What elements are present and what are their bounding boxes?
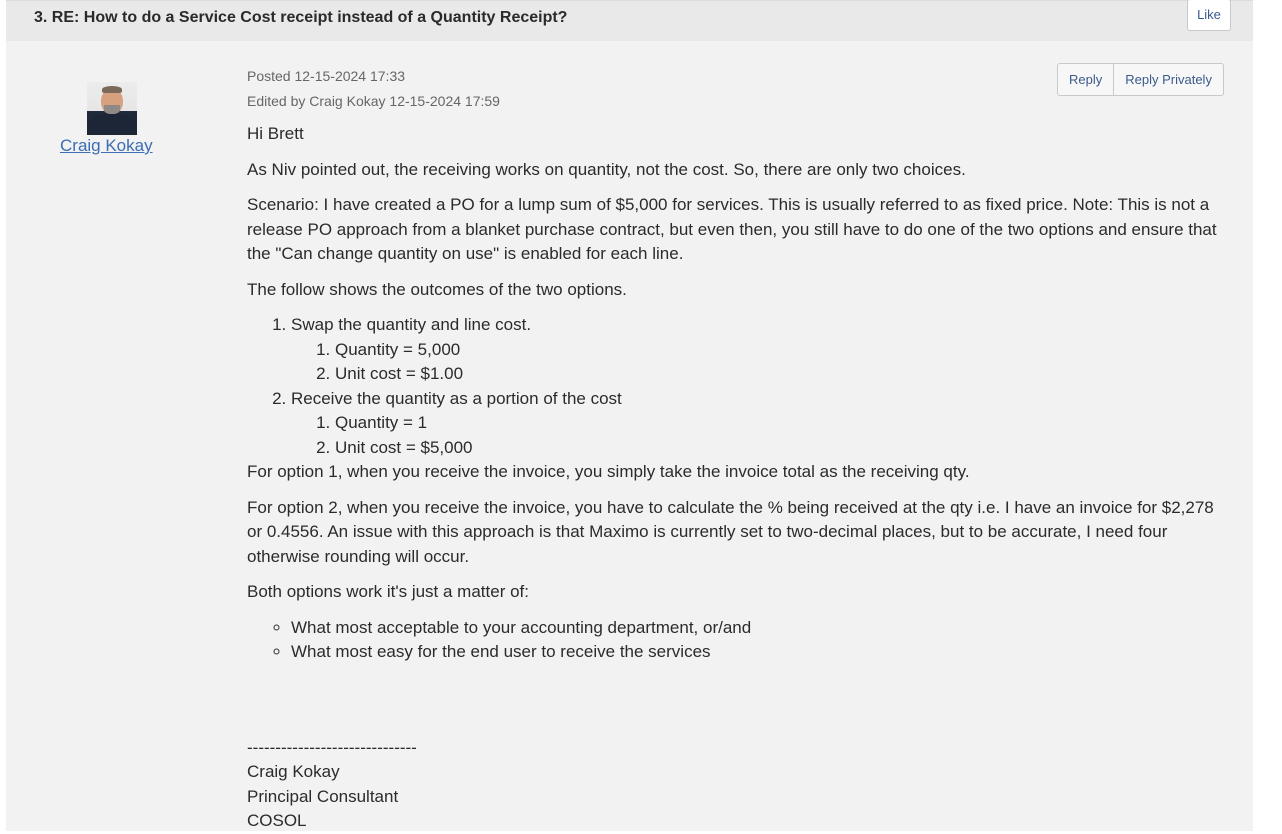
bullet-list (247, 616, 1227, 665)
options-list (247, 313, 1227, 460)
like-button[interactable]: Like (1187, 0, 1231, 31)
sub-list (291, 338, 1227, 387)
signature-name: Craig Kokay (247, 762, 340, 781)
greeting: Hi Brett (247, 124, 304, 143)
post-title[interactable] (34, 9, 567, 27)
post-number: 3. (34, 9, 48, 26)
list-item: ◦ What most easy for the end user to receive the services (291, 640, 1227, 665)
list-item: 1. Quantity = 1 (335, 411, 1227, 436)
list-item (291, 387, 1227, 461)
signature-company: COSOL (247, 811, 307, 830)
signature-divider: ------------------------------ (247, 737, 417, 757)
edited-info: Edited by Craig Kokay 12-15-2024 17:59 (247, 93, 500, 109)
post-content (247, 122, 1227, 834)
posted-date: Posted 12-15-2024 17:33 (247, 68, 406, 84)
avatar[interactable] (87, 82, 137, 135)
post-header (6, 0, 1253, 41)
post-body (6, 41, 1253, 831)
list-item (291, 313, 1227, 387)
paragraph: As Niv pointed out, the receiving works on quantity, not the cost. So, there are only two choices. (247, 159, 966, 179)
sub-list (291, 411, 1227, 460)
reply-privately-button[interactable]: Reply Privately (1113, 64, 1223, 95)
paragraph: Scenario: I have created a PO for a lump sum of $5,000 for services. This is usually referred to as fixed price. Note: This is not a release PO approach from a blanket purchase contract, but even then, you still have to do one of the two options and ensure that the "Can change quantity on use" is enabled for each line. (247, 195, 1217, 263)
list-item: ◦ What most acceptable to your accounting department, or/and (291, 616, 1227, 641)
list-item: 1. Quantity = 5,000 (335, 338, 1227, 363)
list-item: 2. Unit cost = $5,000 (335, 436, 1227, 461)
option-label: Swap the quantity and line cost. (291, 315, 532, 334)
page-margin (1253, 0, 1282, 831)
list-item: 2. Unit cost = $1.00 (335, 362, 1227, 387)
paragraph: Both options work it's just a matter of: (247, 582, 529, 601)
signature (247, 736, 1227, 834)
option-label: Receive the quantity as a portion of the cost (291, 388, 622, 408)
post-title-text: RE: How to do a Service Cost receipt instead of a Quantity Receipt? (51, 9, 568, 26)
paragraph: For option 1, when you receive the invoice, you simply take the invoice total as the receiving qty. (247, 462, 970, 481)
paragraph: For option 2, when you receive the invoice, you have to calculate the % being received at the qty i.e. I have an invoice for $2,278 or 0.4556. An issue with this approach is that Maximo is currently set to two-decimal places, but to be accurate, I need four otherwise rounding will occur. (247, 497, 1214, 566)
reply-button-group (1057, 63, 1224, 96)
signature-role: Principal Consultant (247, 786, 399, 806)
reply-button[interactable]: Reply (1069, 72, 1103, 87)
paragraph: The follow shows the outcomes of the two options. (247, 279, 627, 299)
author-name-link[interactable]: Craig Kokay (60, 136, 153, 155)
